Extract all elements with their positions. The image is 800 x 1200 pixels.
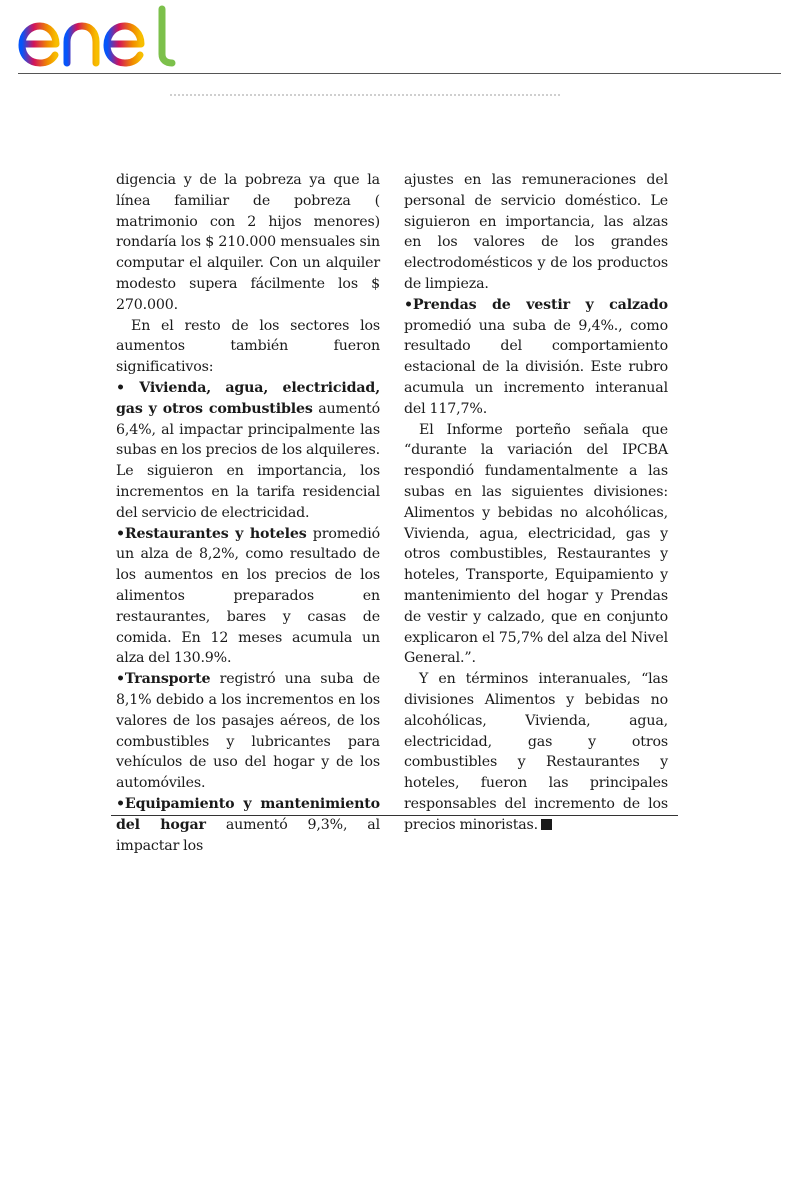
bullet-item-transporte [116, 669, 380, 794]
paragraph: ajustes en las remuneraciones del personal de servicio doméstico. Le siguieron en importancia, las alzas en los valores de los grandes electrodomésticos y de los productos de limpieza. [404, 172, 668, 292]
bullet-heading: • Vivienda, agua, electricidad, gas y otros combustibles [116, 379, 380, 417]
bullet-text: aumentó 6,4%, al impactar principalmente las subas en los precios de los alquileres. Le siguieron en importancia, los incrementos en la tarifa residencial del servicio de electricidad. [116, 400, 381, 521]
header-divider [18, 73, 781, 74]
paragraph-text: Y en términos interanuales, “las divisiones Alimentos y bebidas no alcohólicas, Vivienda, agua, electricidad, gas y otros combustibles y Restaurantes y hoteles, fueron las principales responsables del incremento de los precios minoristas. [404, 671, 668, 833]
paragraph: El Informe porteño señala que “durante la variación del IPCBA respondió fundamentalmente a las subas en las siguientes divisiones: Alimentos y bebidas no alcohólicas, Vivienda, agua, electricidad, gas y otros combustibles, Restaurantes y hoteles, Transporte, Equipamiento y mantenimiento del hogar y Prendas de vestir y calzado, que en conjunto explicaron el 75,7% del alza del Nivel General.”. [404, 421, 668, 667]
bullet-heading: •Restaurantes y hoteles [116, 525, 307, 542]
faded-text-line [170, 94, 560, 96]
bullet-text: promedió una suba de 9,4%., como resultado del comportamiento estacional de la división. Este rubro acumula un incremento interanual del 117,7%. [404, 317, 668, 417]
article-column-right [404, 170, 668, 836]
bullet-text: registró una suba de 8,1% debido a los incrementos en los valores de los pasajes aéreos, de los combustibles y lubricantes para vehículos de uso del hogar y de los automóviles. [116, 671, 380, 792]
bullet-heading: •Equipamiento y mantenimiento del hogar [116, 795, 380, 833]
end-of-article-icon [541, 819, 552, 830]
bullet-heading: •Transporte [116, 671, 211, 688]
paragraph: En el resto de los sectores los aumentos también fueron significativos: [116, 317, 380, 376]
bullet-text: aumentó 9,3%, al impactar los [116, 816, 380, 854]
article-column-left [116, 170, 380, 856]
enel-logo-mark [16, 4, 182, 70]
bullet-heading: •Prendas de vestir y calzado [404, 296, 668, 313]
paragraph-final [404, 669, 668, 835]
bullet-item-prendas [404, 295, 668, 420]
paragraph: digencia y de la pobreza ya que la línea familiar de pobreza ( matrimonio con 2 hijos menores) rondaría los $ 210.000 mensuales sin computar el alquiler. Con un alquiler modesto supera fácilmente los $ 270.000. [116, 172, 380, 313]
bullet-item-vivienda [116, 378, 380, 524]
bullet-item-restaurantes [116, 524, 380, 670]
article-bottom-rule [111, 815, 678, 816]
bullet-item-equipamiento [116, 794, 380, 856]
enel-logo [16, 4, 182, 70]
bullet-text: promedió un alza de 8,2%, como resultado de los aumentos en los precios de los alimentos preparados en restaurantes, bares y casas de comida. En 12 meses acumula un alza del 130.9%. [116, 525, 380, 667]
